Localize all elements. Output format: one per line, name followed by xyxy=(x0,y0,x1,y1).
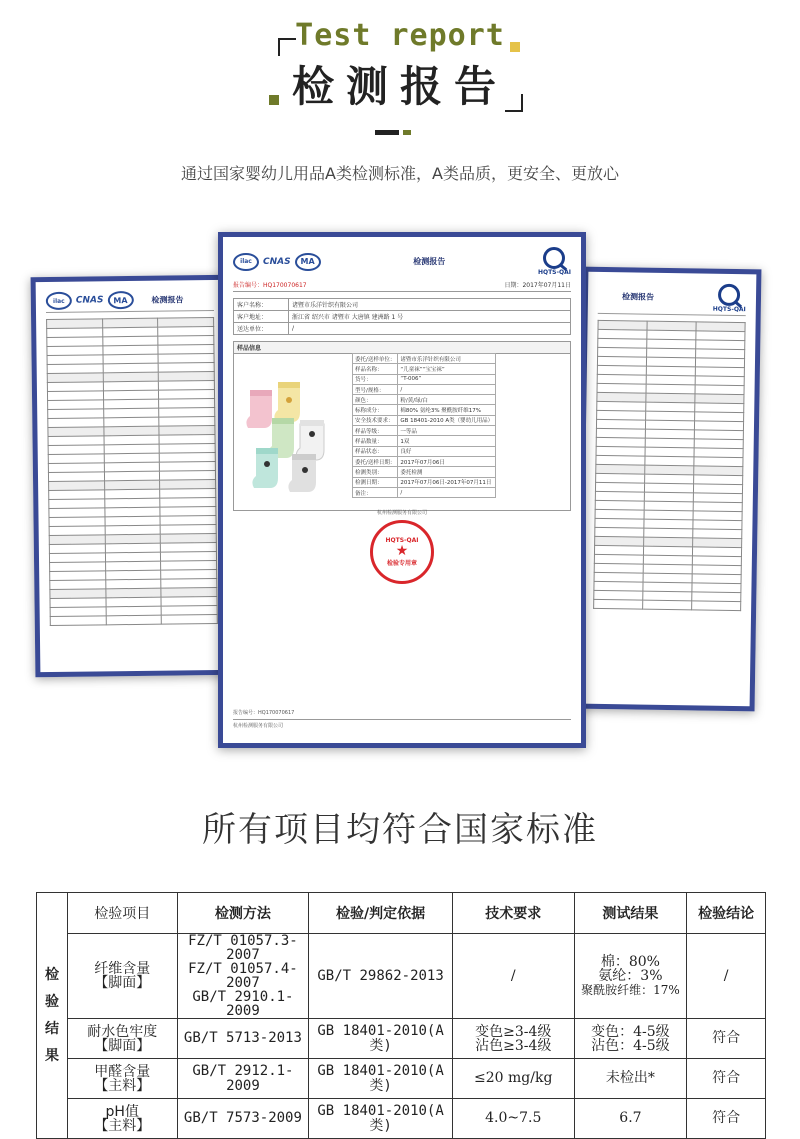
col-header-basis: 检验/判定依据 xyxy=(309,893,453,934)
ilac-logo-icon: ilac xyxy=(233,253,259,271)
hqts-label: HQTS-QAI xyxy=(712,305,746,314)
info-label: 客户名称： xyxy=(234,299,289,311)
title-chinese: 检测报告 xyxy=(291,62,508,111)
sample-value: 良好 xyxy=(398,446,496,456)
table-cell xyxy=(643,600,692,610)
table-row xyxy=(353,436,496,446)
cnas-logo-icon: CNAS xyxy=(75,295,104,306)
table-cell xyxy=(106,615,162,625)
item-name: 甲醛含量 xyxy=(94,1063,151,1080)
cell-requirement xyxy=(452,1019,574,1059)
table-row xyxy=(353,384,496,394)
client-info-table xyxy=(233,298,571,335)
sample-label: 样品数量： xyxy=(353,436,398,446)
sample-value: 诸暨市乐洋针织有限公司 xyxy=(398,354,496,364)
footer-company: 杭州检测服务有限公司 xyxy=(233,719,571,729)
sample-details-table xyxy=(352,353,496,498)
hqts-q-icon xyxy=(543,247,565,269)
cell-conclusion: / xyxy=(687,934,766,1019)
seal-text-top: HQTS-QAI xyxy=(385,537,419,544)
divider xyxy=(598,313,746,316)
method-line: FZ/T 01057.4-2007 xyxy=(188,961,298,991)
sample-label: 样品状态： xyxy=(353,446,398,456)
item-name: pH值 xyxy=(105,1103,139,1120)
hqts-logo xyxy=(713,284,746,314)
test-results-table xyxy=(36,892,766,1139)
sample-label: 备注： xyxy=(353,487,398,497)
cell-conclusion: 符合 xyxy=(687,1019,766,1059)
table-row xyxy=(353,395,496,405)
cell-requirement: / xyxy=(452,934,574,1019)
item-name: 纤维含量 xyxy=(94,961,151,977)
sample-value: GB 18401-2010 A类（婴幼儿用品） xyxy=(398,415,496,425)
info-value: 浙江省 绍兴市 诸暨市 大唐镇 建洲路 1 号 xyxy=(289,311,571,323)
sock-pink xyxy=(246,390,272,428)
stamp-section xyxy=(233,509,571,588)
col-header-conclusion: 检验结论 xyxy=(687,893,766,934)
decor-dash-accent xyxy=(403,130,411,135)
sample-label: 检测日期： xyxy=(353,477,398,487)
sample-label: 委托/送样日期： xyxy=(353,456,398,466)
table-row xyxy=(37,1059,766,1099)
cell-basis: GB 18401-2010(A类) xyxy=(309,1059,453,1099)
table-row xyxy=(37,934,766,1019)
table-row xyxy=(594,599,741,610)
cell-method: GB/T 5713-2013 xyxy=(177,1019,309,1059)
report-number: 报告编号：HQ170070617 xyxy=(233,282,307,289)
sample-value: / xyxy=(398,384,496,394)
result-line: 棉：80% xyxy=(600,954,660,970)
side-label-char: 结 xyxy=(44,1020,59,1037)
info-label: 客户地址： xyxy=(234,311,289,323)
table-row xyxy=(353,467,496,477)
cell-conclusion: 符合 xyxy=(687,1099,766,1139)
table-row xyxy=(234,311,571,323)
cell-method: GB/T 7573-2009 xyxy=(177,1099,309,1139)
report-title: 检测报告 xyxy=(621,292,655,302)
method-line: FZ/T 01057.3-2007 xyxy=(188,933,298,963)
test-items-table xyxy=(46,317,218,626)
table-row xyxy=(37,1099,766,1139)
table-row xyxy=(234,299,571,311)
report-page-center xyxy=(218,232,586,748)
table-row xyxy=(234,323,571,335)
result-line: 变色：4-5级 xyxy=(591,1023,670,1040)
result-line: 沾色：4-5级 xyxy=(591,1037,670,1054)
cell-item xyxy=(67,934,177,1019)
side-label-char: 检 xyxy=(44,966,59,983)
table-cell xyxy=(692,601,741,611)
sample-value: 棉80% 氨纶3% 聚酰胺纤维17% xyxy=(398,405,496,415)
sample-label: 检测类别： xyxy=(353,467,398,477)
table-row xyxy=(353,477,496,487)
divider xyxy=(233,291,571,292)
cell-item xyxy=(67,1099,177,1139)
official-seal xyxy=(370,520,434,584)
table-row xyxy=(50,614,217,625)
cell-conclusion: 符合 xyxy=(687,1059,766,1099)
cell-requirement: 4.0~7.5 xyxy=(452,1099,574,1139)
cnas-logo-icon: CNAS xyxy=(263,256,291,267)
hqts-logo xyxy=(538,247,571,276)
table-row xyxy=(353,405,496,415)
table-row xyxy=(353,426,496,436)
cell-basis: GB/T 29862-2013 xyxy=(309,934,453,1019)
sample-label: 安全技术要求： xyxy=(353,415,398,425)
cell-method: GB/T 2912.1-2009 xyxy=(177,1059,309,1099)
side-label-char: 验 xyxy=(44,993,59,1010)
cell-result: 未检出* xyxy=(574,1059,687,1099)
requirement-line: 变色≥3-4级 xyxy=(475,1023,552,1040)
logo-row xyxy=(46,290,214,310)
sock-mint xyxy=(252,448,278,488)
cell-item xyxy=(67,1019,177,1059)
cell-basis: GB 18401-2010(A类) xyxy=(309,1099,453,1139)
ilac-logo-icon: ilac xyxy=(46,292,72,310)
method-line: GB/T 2910.1-2009 xyxy=(192,989,294,1019)
cell-requirement: ≤20 mg/kg xyxy=(452,1059,574,1099)
sample-label: 样品名称： xyxy=(353,364,398,374)
table-header-row xyxy=(37,893,766,934)
report-page-right xyxy=(577,267,762,712)
sample-socks-photo xyxy=(242,366,342,496)
sample-label: 标称成分： xyxy=(353,405,398,415)
results-mini-table xyxy=(593,320,746,611)
info-value: / xyxy=(289,323,571,335)
table-row xyxy=(353,354,496,364)
sample-label: 颜色： xyxy=(353,395,398,405)
report-footer xyxy=(233,709,571,729)
sample-label: 货号： xyxy=(353,374,398,384)
table-cell xyxy=(162,614,218,624)
table-cell xyxy=(594,599,643,609)
sample-value: 2017年07月06日 xyxy=(398,456,496,466)
result-line: 氨纶：3% xyxy=(598,968,663,984)
ma-logo-icon: MA xyxy=(295,253,321,271)
item-part: 【主料】 xyxy=(94,1077,151,1094)
table-row xyxy=(353,374,496,384)
info-label: 送达单位： xyxy=(234,323,289,335)
divider xyxy=(46,310,214,313)
col-header-method: 检测方法 xyxy=(177,893,309,934)
footer-report-number: 报告编号：HQ170070617 xyxy=(233,710,295,716)
sample-value: / xyxy=(398,487,496,497)
sample-label: 委托/送样单位： xyxy=(353,354,398,364)
title-english: Test report xyxy=(295,18,505,53)
report-date: 日期：2017年07月11日 xyxy=(504,282,571,289)
cell-result xyxy=(574,1019,687,1059)
sample-info-section xyxy=(233,341,571,511)
table-row xyxy=(353,415,496,425)
table-row xyxy=(353,487,496,497)
sample-value: “T-006” xyxy=(398,374,496,384)
sample-label: 型号/规格： xyxy=(353,384,398,394)
result-line: 聚酰胺纤维：17% xyxy=(581,983,680,997)
sample-value: 粉/黄/绿/白 xyxy=(398,395,496,405)
compliance-statement: 所有项目均符合国家标准 xyxy=(202,810,598,850)
sample-value: 1双 xyxy=(398,436,496,446)
report-title: 检测报告 xyxy=(413,257,446,266)
table-row xyxy=(37,1019,766,1059)
col-header-requirement: 技术要求 xyxy=(452,893,574,934)
requirement-line: 沾色≥3-4级 xyxy=(475,1037,552,1054)
report-page-left xyxy=(31,275,234,677)
decor-dash xyxy=(375,130,399,135)
col-header-result: 测试结果 xyxy=(574,893,687,934)
table-row xyxy=(353,446,496,456)
cell-result xyxy=(574,934,687,1019)
cell-item xyxy=(67,1059,177,1099)
sample-value: 2017年07月06日-2017年07月11日 xyxy=(398,477,496,487)
sample-info-heading: 样品信息 xyxy=(234,342,570,354)
hqts-q-icon xyxy=(718,284,740,306)
table-row xyxy=(353,364,496,374)
sample-value: 一等品 xyxy=(398,426,496,436)
cell-basis: GB 18401-2010(A类) xyxy=(309,1019,453,1059)
sample-label: 样品等级： xyxy=(353,426,398,436)
item-part: 【脚面】 xyxy=(94,975,151,991)
subtitle: 通过国家婴幼儿用品A类检测标准，A类品质，更安全、更放心 xyxy=(181,164,619,183)
table-row xyxy=(353,456,496,466)
logo-row xyxy=(233,253,321,271)
results-side-label xyxy=(37,893,68,1139)
seal-text-mid: 检验专用章 xyxy=(386,560,417,567)
hqts-label: HQTS-QAI xyxy=(537,269,571,276)
info-value: 诸暨市乐洋针织有限公司 xyxy=(289,299,571,311)
ma-logo-icon: MA xyxy=(107,291,133,309)
report-title: 检测报告 xyxy=(151,294,184,305)
company-name: 杭州检测服务有限公司 xyxy=(376,510,427,516)
side-label-char: 果 xyxy=(44,1047,59,1064)
star-icon: ★ xyxy=(395,543,409,559)
sample-value: 委托检测 xyxy=(398,467,496,477)
cell-result: 6.7 xyxy=(574,1099,687,1139)
item-part: 【脚面】 xyxy=(94,1037,151,1054)
item-part: 【主料】 xyxy=(94,1117,151,1134)
item-name: 耐水色牢度 xyxy=(87,1023,158,1040)
col-header-item: 检验项目 xyxy=(67,893,177,934)
sample-value: “儿童袜”“宝宝袜” xyxy=(398,364,496,374)
table-cell xyxy=(50,616,106,626)
sock-grey xyxy=(288,454,316,492)
cell-method xyxy=(177,934,309,1019)
